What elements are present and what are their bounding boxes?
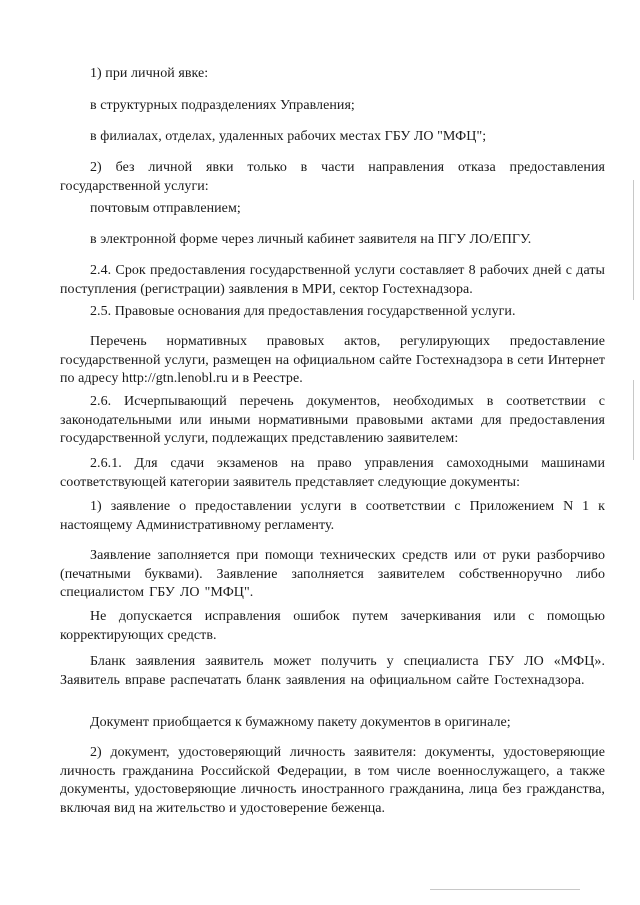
paragraph-10: 2.6. Исчерпывающий перечень документов, необходимых в соответствии с законодательными или иными нормативными правовыми актами для предоставления государственной услуги, подлежащих представлению заявителем:: [60, 394, 605, 446]
paragraph-3: в филиалах, отделах, удаленных рабочих местах ГБУ ЛО "МФЦ";: [90, 129, 487, 144]
paragraph-8: 2.5. Правовые основания для предоставления государственной услуги.: [90, 304, 516, 319]
paragraph-1: 1) при личной явке:: [90, 66, 209, 81]
paragraph-13: Заявление заполняется при помощи технических средств или от руки разборчиво (печатными буквами). Заявление заполняется заявителем собственноручно либо специалистом ГБУ ЛО "МФЦ".: [60, 548, 605, 600]
scan-edge-mark: [633, 180, 634, 300]
paragraph-15: Бланк заявления заявитель может получить у специалиста ГБУ ЛО «МФЦ». Заявитель вправе распечатать бланк заявления на официальном сайте Гостехнадзора.: [60, 654, 605, 688]
paragraph-4: 2) без личной явки только в части направления отказа предоставления государственной услуги:: [60, 160, 605, 194]
paragraph-14: Не допускается исправления ошибок путем зачеркивания или с помощью корректирующих средств.: [60, 609, 605, 643]
paragraph-2: в структурных подразделениях Управления;: [90, 98, 355, 113]
paragraph-16: Документ приобщается к бумажному пакету документов в оригинале;: [90, 715, 511, 730]
scan-edge-mark: [430, 889, 580, 890]
paragraph-17: 2) документ, удостоверяющий личность заявителя: документы, удостоверяющие личность гражданина Российской Федерации, в том числе военнослужащего, а также документы, удостоверяющие личность иностранного гражданина, лица без гражданства, включая вид на жительство и удостоверение беженца.: [60, 745, 605, 816]
paragraph-6: в электронной форме через личный кабинет заявителя на ПГУ ЛО/ЕПГУ.: [90, 232, 532, 247]
paragraph-12: 1) заявление о предоставлении услуги в соответствии с Приложением N 1 к настоящему Административному регламенту.: [60, 499, 605, 533]
paragraph-5: почтовым отправлением;: [90, 201, 241, 216]
paragraph-11: 2.6.1. Для сдачи экзаменов на право управления самоходными машинами соответствующей категории заявитель представляет следующие документы:: [60, 456, 605, 490]
paragraph-9: Перечень нормативных правовых актов, регулирующих предоставление государственной услуги, размещен на официальном сайте Гостехнадзора в сети Интернет по адресу http://gtn.lenobl.ru и в Реестре.: [60, 334, 605, 386]
paragraph-7: 2.4. Срок предоставления государственной услуги составляет 8 рабочих дней с даты поступления (регистрации) заявления в МРИ, сектор Гостехнадзора.: [60, 263, 605, 297]
scan-edge-mark: [633, 380, 634, 460]
